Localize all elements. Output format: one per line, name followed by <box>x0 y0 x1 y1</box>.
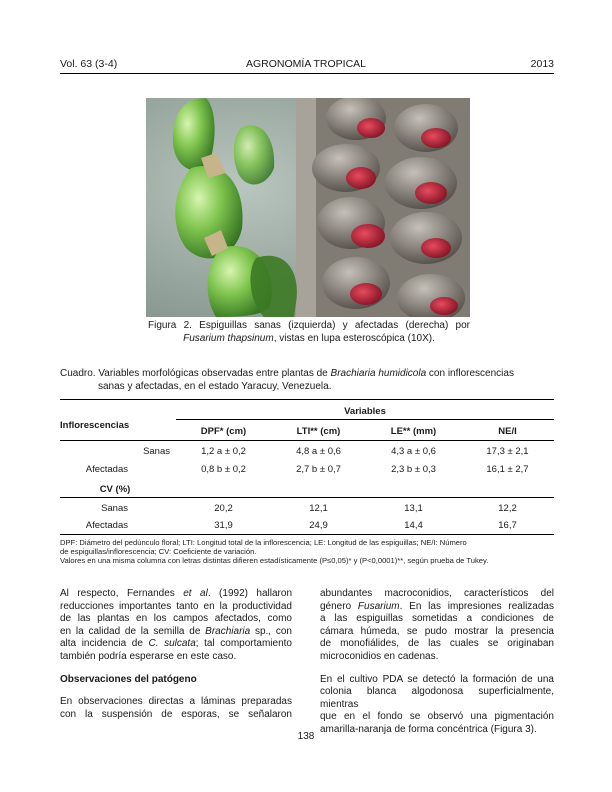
table-bottom-rule <box>60 534 554 535</box>
figure-photo <box>146 98 470 317</box>
table-top-rule <box>60 399 554 400</box>
table-cell: 2,7 b ± 0,7 <box>296 464 341 475</box>
journal-title: AGRONOMÍA TROPICAL <box>246 58 366 70</box>
table-cell: 31,9 <box>214 520 233 531</box>
body-right-column <box>320 588 554 737</box>
col-header-lti: LTI** (cm) <box>296 426 341 437</box>
body-left-column <box>60 588 292 721</box>
caption-line-1: Figura 2. Espiguillas sanas (izquierda) y afectadas (derecha) por <box>148 320 470 331</box>
row-header: Inflorescencias <box>60 420 130 431</box>
section-heading: Observaciones del patógeno <box>60 673 197 685</box>
figure-caption <box>148 320 470 345</box>
table-cell: 1,2 a ± 0,2 <box>201 446 246 457</box>
caption-line-2 <box>148 333 470 346</box>
paragraph: Al respecto, Fernandes et al. (1992) hallaron reducciones importantes tanto en la productividad de las plantas en los campos afectados, como en la calidad de la semilla de Brachiaria sp., con alta incidencia de C. sulcata; tal comportamiento también podría esperarse en este caso. <box>60 588 292 662</box>
header-rule <box>60 73 554 74</box>
table-cell: 4,8 a ± 0,6 <box>296 446 341 457</box>
table-group-rule <box>176 419 554 420</box>
table-cell: 16,1 ± 2,7 <box>486 464 529 475</box>
paragraph: abundantes macroconidios, característicos del género Fusarium. En las impresiones realizadas a las espiguillas sometidas a condiciones de cámara húmeda, se pudo mostrar la presencia de monofiálides, de las cuales se originaban microconidios en cadenas. <box>320 588 554 662</box>
table-cell: 0,8 b ± 0,2 <box>201 464 246 475</box>
table-title-line-2: sanas y afectadas, en el estado Yaracuy, Venezuela. <box>98 380 332 392</box>
table-cell: 24,9 <box>309 520 328 531</box>
table-cell: 16,7 <box>498 520 517 531</box>
paragraph: En el cultivo PDA se detectó la formación de una colonia blanca algodonosa superficialmente, mientras que en el fondo se observó una pigmentación amarilla-naranja de forma concéntrica (Figura 3). <box>320 673 554 735</box>
col-header-dpf: DPF* (cm) <box>200 426 247 437</box>
table-cell: 12,2 <box>498 503 517 514</box>
table-header-rule <box>60 440 554 441</box>
table-row-label: Afectadas <box>85 520 128 531</box>
col-header-nei: NE/I <box>498 426 517 437</box>
table-cell: 13,1 <box>404 503 423 514</box>
table-title-b: con inflorescencias <box>426 368 514 379</box>
table-cell: 17,3 ± 2,1 <box>486 446 529 457</box>
table-row-label: Sanas <box>101 503 128 514</box>
table-notes <box>60 538 554 566</box>
col-header-le: LE** (mm) <box>390 426 437 437</box>
group-header: Variables <box>344 406 386 417</box>
journal-year: 2013 <box>530 58 554 70</box>
table-title-species: Brachiaria humidicola <box>330 368 427 379</box>
table-cell: 20,2 <box>214 503 233 514</box>
notes-line-1: DPF: Diámetro del pedúnculo floral; LTI: Longitud total de la inflorescencia; LE: Longitud de las espiguillas; NE/I: Número <box>60 538 467 547</box>
table-row-label: Sanas <box>143 446 170 457</box>
table-title <box>60 368 556 393</box>
notes-line-2: de espiguillas/inflorescencia; CV: Coeficiente de variación. <box>60 547 257 557</box>
table-cell: 4,3 a ± 0,6 <box>391 446 436 457</box>
page-number: 138 <box>297 731 315 742</box>
table-cell: 12,1 <box>309 503 328 514</box>
table-cell: 2,3 b ± 0,3 <box>391 464 436 475</box>
table-row-label: Afectadas <box>85 464 128 475</box>
table-cell: 14,4 <box>404 520 423 531</box>
paragraph: En observaciones directas a láminas preparadas con la suspensión de esporas, se señalaron <box>60 696 292 720</box>
caption-species: Fusarium thapsinum <box>183 332 274 344</box>
table-title-a: Cuadro. Variables morfológicas observadas entre plantas de <box>60 368 331 379</box>
cv-rule <box>60 497 554 498</box>
notes-line-3: Valores en una misma columna con letras distintas difieren estadísticamente (P≤0,05)* y (P<0,0001)**, según prueba de Tukey. <box>60 556 489 566</box>
cv-header: CV (%) <box>99 484 131 495</box>
journal-volume: Vol. 63 (3-4) <box>60 58 118 70</box>
caption-rest: , vistas en lupa esteroscópica (10X). <box>273 332 435 344</box>
